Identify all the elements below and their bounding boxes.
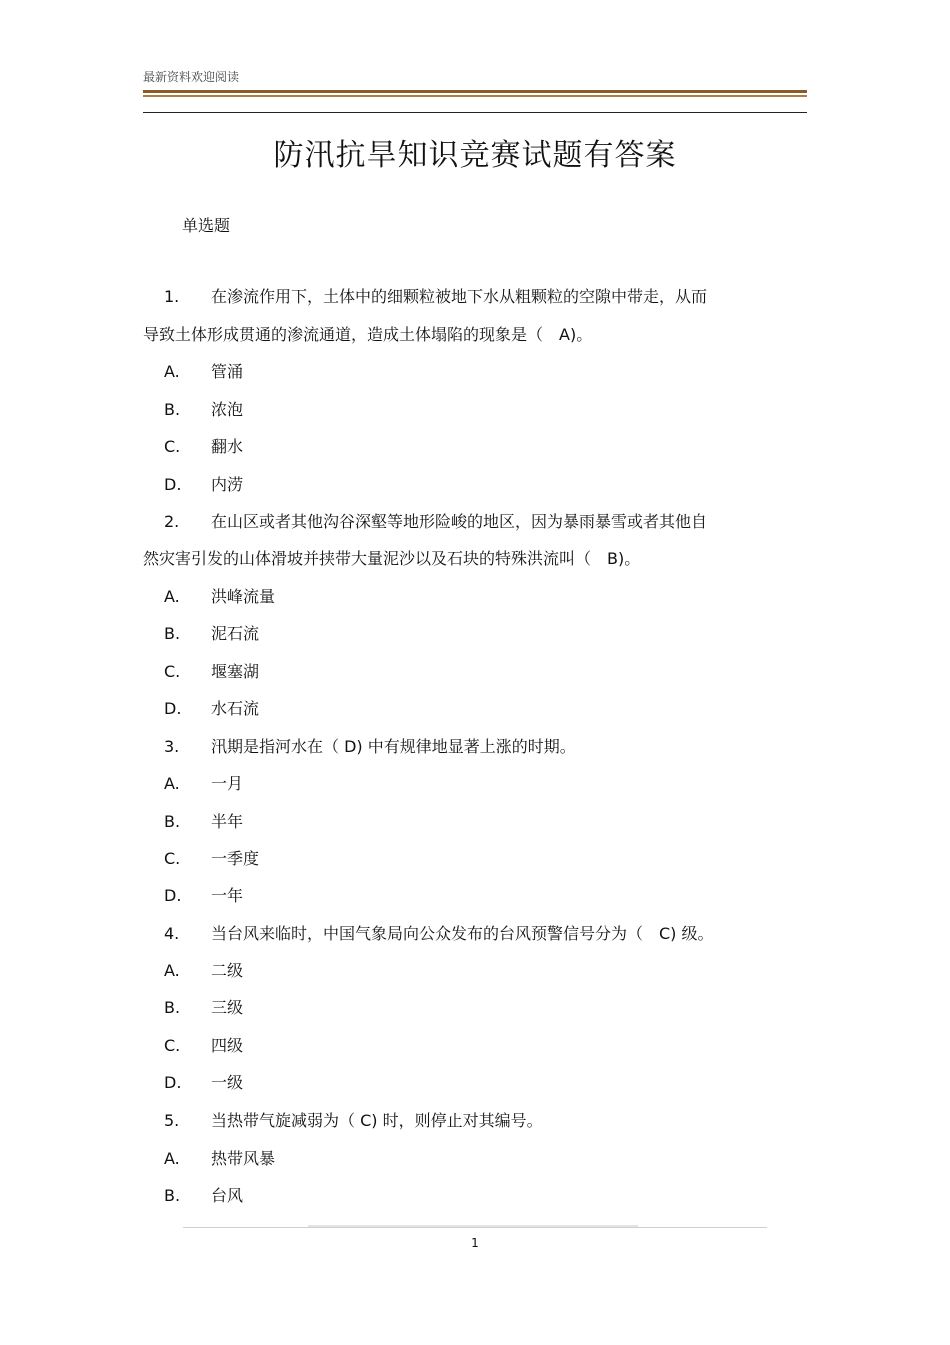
option-letter: C. (164, 1036, 181, 1055)
option-text: 浓泡 (211, 400, 244, 419)
question-text: 在渗流作用下，土体中的细颗粒被地下水从粗颗粒的空隙中带走，从而 (211, 287, 708, 306)
option-text: 水石流 (211, 699, 260, 718)
footer-rule (183, 1227, 767, 1228)
question-text: 当热带气旋减弱为（ C) 时，则停止对其编号。 (211, 1111, 543, 1130)
option-letter: B. (164, 812, 181, 831)
option-letter: B. (164, 1186, 181, 1205)
option-letter: C. (164, 849, 181, 868)
option-letter: A. (164, 362, 180, 381)
option-text: 台风 (211, 1186, 244, 1205)
question-number: 3. (164, 737, 180, 756)
document-title: 防汛抗旱知识竞赛试题有答案 (273, 138, 677, 173)
option-text: 四级 (211, 1036, 244, 1055)
option-text: 一月 (211, 774, 244, 793)
question-number: 1. (164, 287, 180, 306)
option-letter: A. (164, 961, 180, 980)
header-rule-thin (143, 112, 807, 113)
option-text: 热带风暴 (211, 1149, 276, 1168)
question-text: 当台风来临时，中国气象局向公众发布的台风预警信号分为（ C) 级。 (211, 924, 714, 943)
option-letter: B. (164, 400, 181, 419)
option-text: 泥石流 (211, 624, 260, 643)
option-letter: A. (164, 774, 180, 793)
header-rule-accent (143, 95, 807, 97)
option-letter: A. (164, 1149, 180, 1168)
header-rule-thick (143, 90, 807, 93)
option-text: 管涌 (211, 362, 244, 381)
option-text: 内涝 (211, 475, 244, 494)
option-letter: D. (164, 1073, 182, 1092)
option-letter: A. (164, 587, 180, 606)
option-letter: B. (164, 998, 181, 1017)
option-letter: B. (164, 624, 181, 643)
option-letter: D. (164, 699, 182, 718)
section-heading: 单选题 (182, 216, 231, 235)
question-text-continued: 导致土体形成贯通的渗流通道，造成土体塌陷的现象是（ A)。 (143, 325, 593, 344)
option-text: 二级 (211, 961, 244, 980)
option-letter: C. (164, 437, 181, 456)
option-text: 洪峰流量 (211, 587, 276, 606)
option-text: 翻水 (211, 437, 244, 456)
option-text: 一级 (211, 1073, 244, 1092)
question-text: 汛期是指河水在（ D) 中有规律地显著上涨的时期。 (211, 737, 576, 756)
question-text: 在山区或者其他沟谷深壑等地形险峻的地区，因为暴雨暴雪或者其他自 (211, 512, 708, 531)
option-letter: D. (164, 475, 182, 494)
option-letter: C. (164, 662, 181, 681)
option-letter: D. (164, 886, 182, 905)
option-text: 三级 (211, 998, 244, 1017)
question-number: 4. (164, 924, 180, 943)
option-text: 一季度 (211, 849, 260, 868)
running-header: 最新资料欢迎阅读 (143, 70, 240, 84)
option-text: 堰塞湖 (211, 662, 260, 681)
question-number: 5. (164, 1111, 180, 1130)
option-text: 半年 (211, 812, 244, 831)
question-text-continued: 然灾害引发的山体滑坡并挟带大量泥沙以及石块的特殊洪流叫（ B)。 (143, 549, 641, 568)
option-text: 一年 (211, 886, 244, 905)
page-number: 1 (471, 1236, 479, 1250)
question-number: 2. (164, 512, 180, 531)
